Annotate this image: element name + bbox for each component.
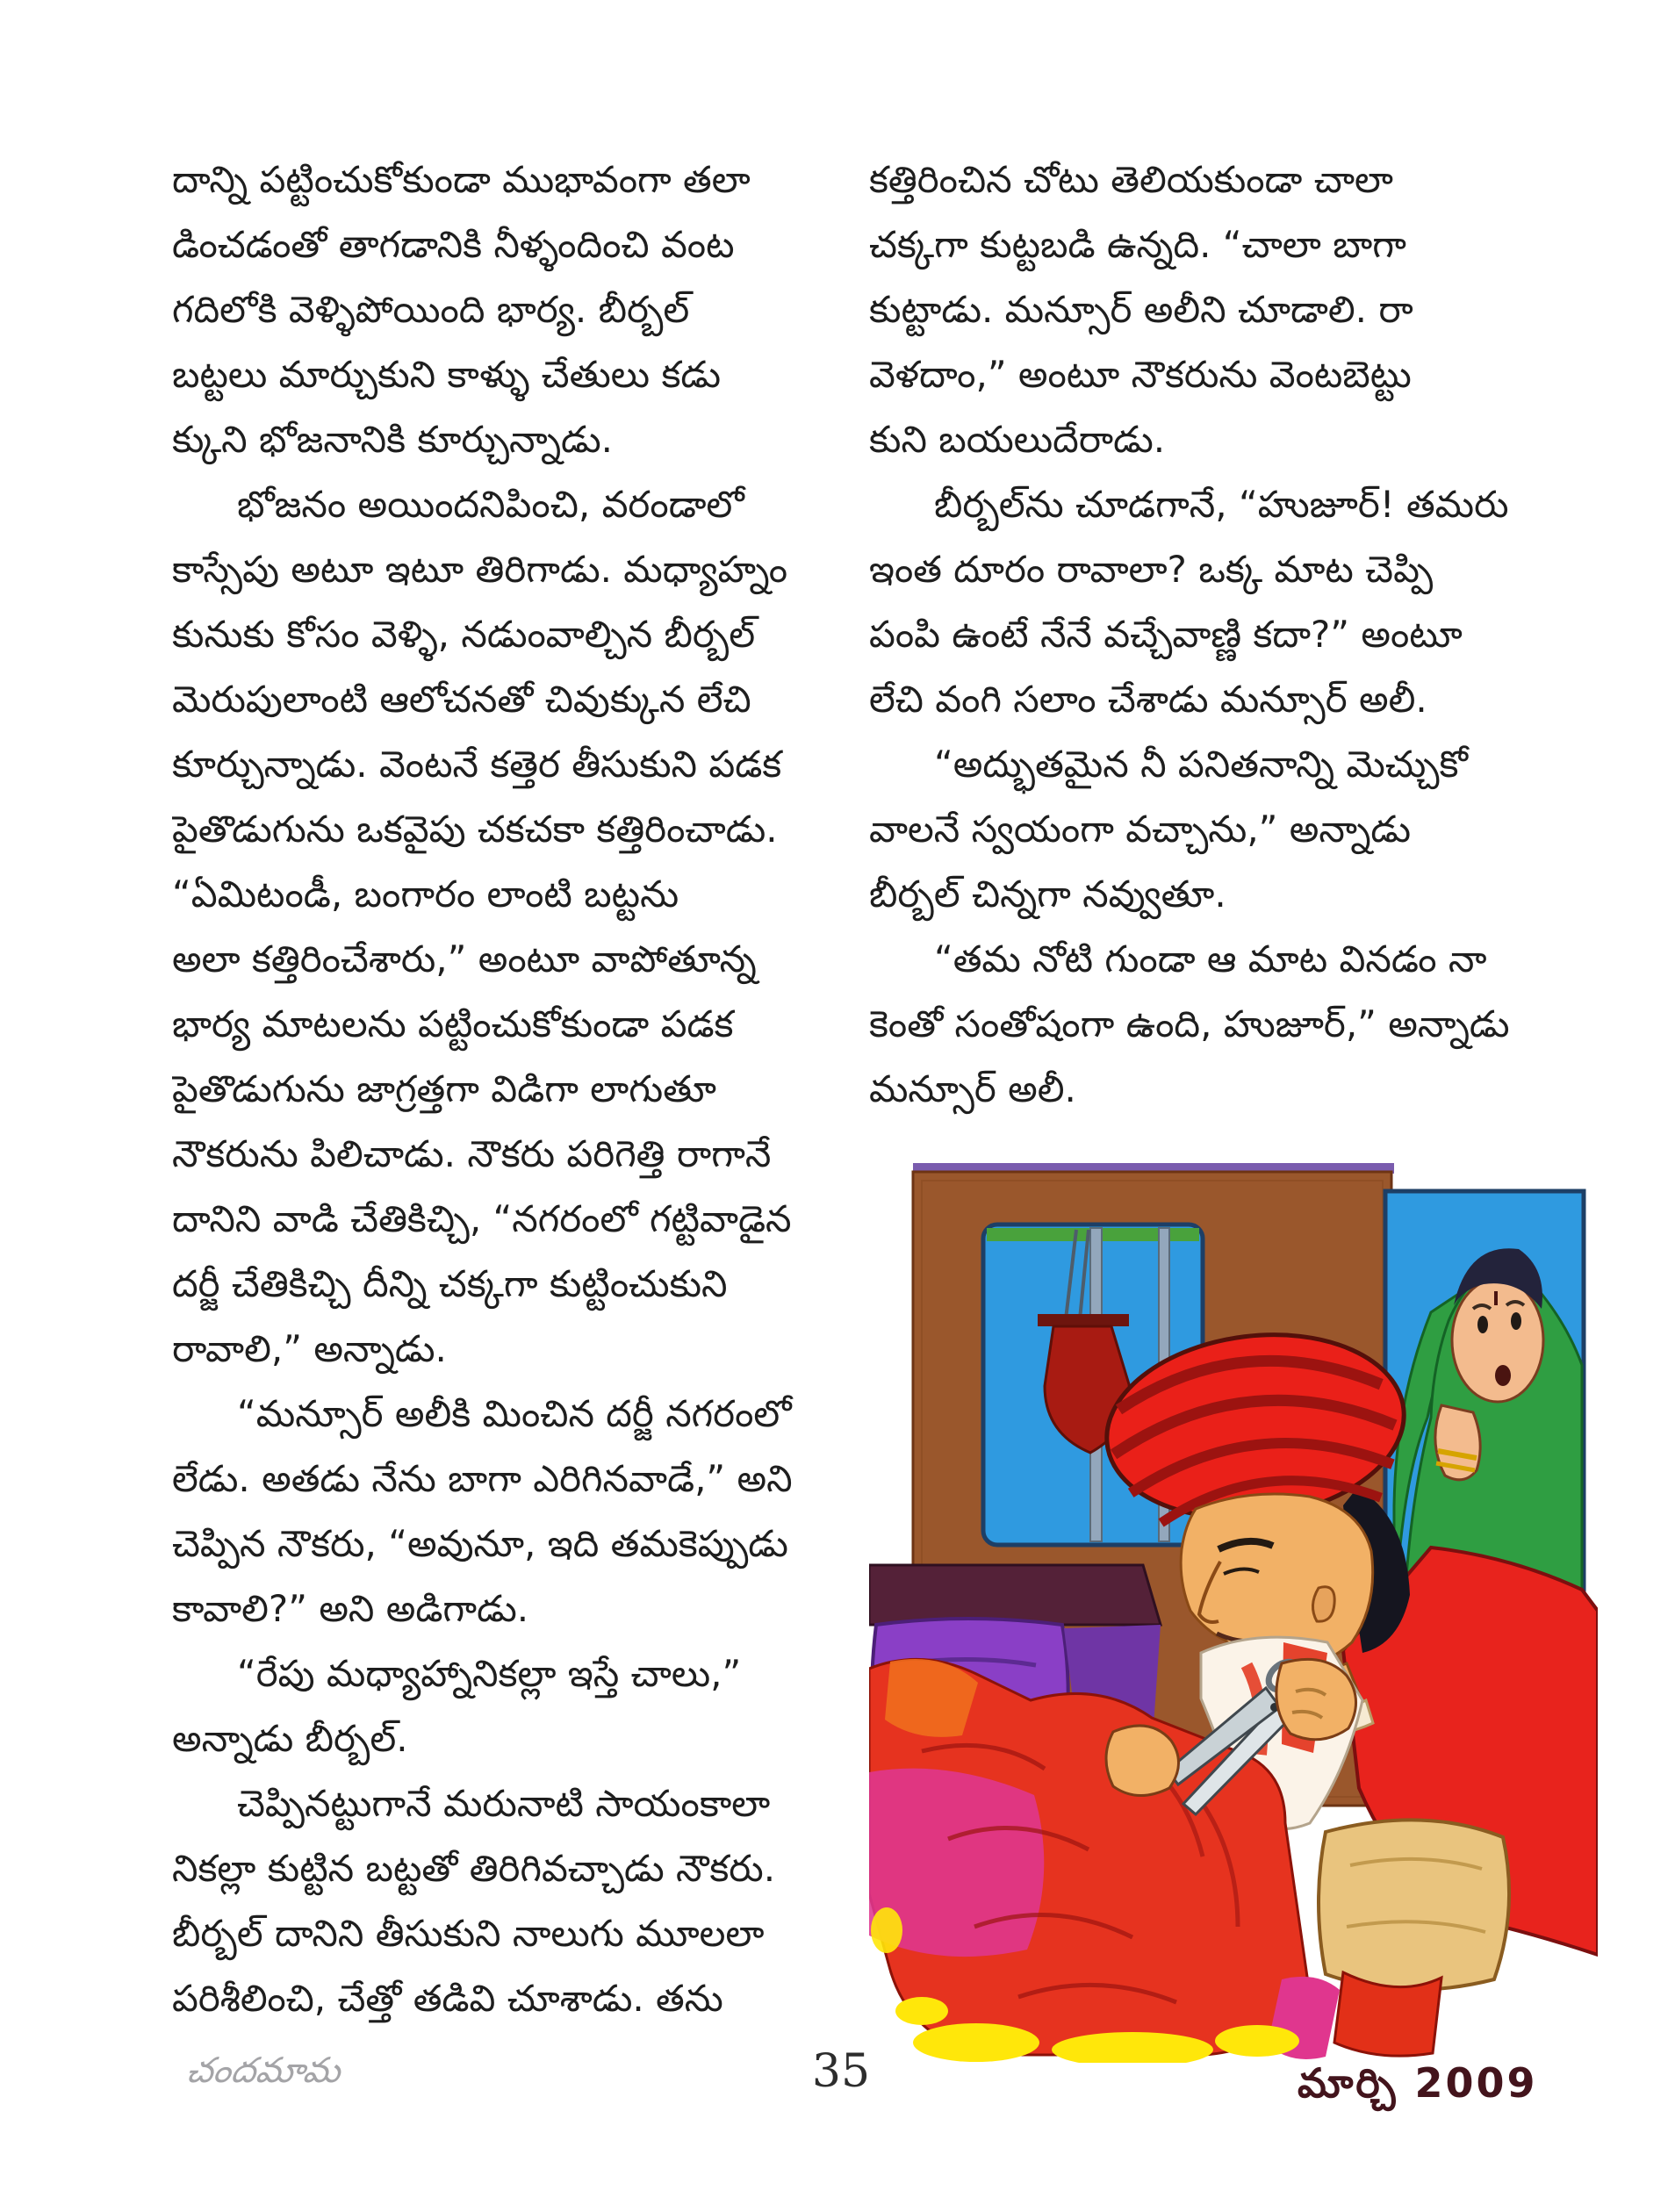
story-text-line: నౌకరును పిలిచాడు. నౌకరు పరిగెత్తి రాగానే [172,1132,772,1175]
birbal-left-hand [1106,1726,1179,1796]
story-text-line: “రేపు మధ్యాహ్నానికల్లా ఇస్తే చాలు,” [237,1652,742,1695]
story-text-line: ఇంత దూరం రావాలా? ఒక్క మాట చెప్పి [869,548,1434,591]
story-text-line: వాలనే స్వయంగా వచ్చాను,” అన్నాడు [869,808,1412,851]
story-text-line: దర్జీ చేతికిచ్చి దీన్ని చక్కగా కుట్టించుకుని [172,1262,728,1305]
story-text-line: దానిని వాడి చేతికిచ్చి, “నగరంలో గట్టివాడైన [172,1197,792,1240]
story-text-line: దాన్ని పట్టించుకోకుండా ముభావంగా తలా [172,158,751,201]
story-column-left [172,147,866,2031]
story-text-line: అలా కత్తిరించేశారు,” అంటూ వాపోతూన్న [172,937,757,980]
story-text-line: బీర్బల్ దానిని తీసుకుని నాలుగు మూలలా [172,1912,765,1955]
story-text-line: కావాలి?” అని అడిగాడు. [172,1587,529,1630]
story-text-line: “తమ నోటి గుండా ఆ మాట వినడం నా [934,937,1487,980]
story-text-line: వెళదాం,” అంటూ నౌకరును వెంటబెట్టు [869,353,1412,396]
story-text-line: “అద్భుతమైన నీ పనితనాన్ని మెచ్చుకో [934,743,1468,786]
footer-issue-date: మార్చి 2009 [1298,2059,1538,2107]
story-text-line: కుని బయలుదేరాడు. [869,418,1166,461]
story-text-line: క్కుని భోజనానికి కూర్చున్నాడు. [172,418,614,461]
story-text-line: లేడు. అతడు నేను బాగా ఎరిగినవాడే,” అని [172,1457,793,1500]
story-text-line: మన్సూర్ అలీ. [869,1067,1076,1110]
story-text-line: మెరుపులాంటి ఆలోచనతో చివుక్కున లేచి [172,678,751,721]
wife-open-mouth [1495,1365,1511,1386]
story-text-line: అన్నాడు బీర్బల్. [172,1717,408,1760]
tan-bundle [1319,1820,1509,2056]
story-text-line: కెంతో సంతోషంగా ఉంది, హుజూర్,” అన్నాడు [869,1002,1510,1045]
story-text-line: బట్టలు మార్చుకుని కాళ్ళు చేతులు కడు [172,353,721,396]
story-text-line: డించడంతో తాగడానికి నీళ్ళందించి వంట [172,223,735,266]
story-text-line: కుట్టాడు. మన్సూర్ అలీని చూడాలి. రా [869,288,1413,331]
birbal-right-hand [1276,1659,1356,1739]
story-text-line: చెప్పిన నౌకరు, “అవునూ, ఇది తమకెప్పుడు [172,1522,788,1565]
story-text-line: కత్తిరించిన చోటు తెలియకుండా చాలా [869,158,1394,201]
story-text-line: కూర్చున్నాడు. వెంటనే కత్తెర తీసుకుని పడక [172,743,782,786]
story-text-line: పైతొడుగును ఒకవైపు చకచకా కత్తిరించాడు. [172,808,778,851]
story-text-line: పరిశీలించి, చేత్తో తడివి చూశాడు. తను [172,1977,723,2020]
story-text-line: పైతొడుగును జాగ్రత్తగా విడిగా లాగుతూ [172,1067,716,1110]
story-text-line: బీర్బల్‌ను చూడగానే, “హుజూర్! తమరు [934,483,1509,526]
story-text-line: చక్కగా కుట్టబడి ఉన్నది. “చాలా బాగా [869,223,1406,266]
story-text-line: రావాలి,” అన్నాడు. [172,1327,447,1370]
story-text-line: బీర్బల్ చిన్నగా నవ్వుతూ. [869,873,1226,916]
story-column-right [869,147,1591,1122]
story-illustration [869,1137,1598,2063]
story-text-line: భోజనం అయిందనిపించి, వరండాలో [237,483,744,526]
story-text-line: కునుకు కోసం వెళ్ళి, నడుంవాల్చిన బీర్బల్ [172,613,756,656]
story-text-line: పంపి ఉంటే నేనే వచ్చేవాణ్ణి కదా?” అంటూ [869,613,1463,656]
story-text-line: భార్య మాటలను పట్టించుకోకుండా పడక [172,1002,734,1045]
story-text-line: లేచి వంగి సలాం చేశాడు మన్సూర్ అలీ. [869,678,1427,721]
story-text-line: కాస్సేపు అటూ ఇటూ తిరిగాడు. మధ్యాహ్నం [172,548,788,591]
story-text-line: నికల్లా కుట్టిన బట్టతో తిరిగివచ్చాడు నౌకరు. [172,1847,776,1890]
footer-magazine-name: చందమామ [184,2050,343,2091]
story-text-line: “మన్సూర్ అలీకి మించిన దర్జీ నగరంలో [237,1392,792,1435]
story-text-line: గదిలోకి వెళ్ళిపోయింది భార్య. బీర్బల్ [172,288,690,331]
footer-page-number: 35 [811,2045,871,2098]
story-text-line: చెప్పినట్టుగానే మరునాటి సాయంకాలా [237,1782,771,1825]
story-text-line: “ఏమిటండీ, బంగారం లాంటి బట్టను [172,873,679,916]
